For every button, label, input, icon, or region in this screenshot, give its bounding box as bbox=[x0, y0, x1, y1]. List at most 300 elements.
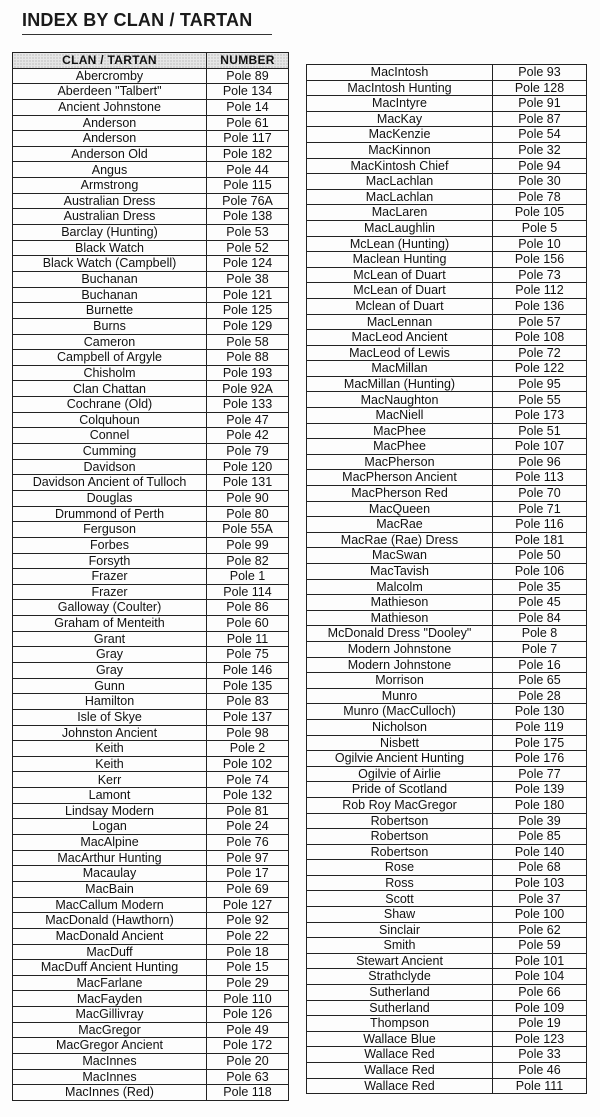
pole-number-cell: Pole 91 bbox=[493, 96, 587, 112]
table-row bbox=[13, 850, 289, 866]
pole-number-cell: Pole 111 bbox=[493, 1078, 587, 1094]
pole-number-cell: Pole 66 bbox=[493, 985, 587, 1001]
pole-number-cell: Pole 140 bbox=[493, 844, 587, 860]
table-row bbox=[307, 829, 587, 845]
table-row bbox=[307, 688, 587, 704]
table-row bbox=[13, 428, 289, 444]
table-row bbox=[13, 334, 289, 350]
table-row bbox=[13, 709, 289, 725]
pole-number-cell: Pole 86 bbox=[207, 600, 289, 616]
clan-tartan-cell: Cameron bbox=[13, 334, 207, 350]
clan-tartan-cell: Australian Dress bbox=[13, 209, 207, 225]
clan-tartan-cell: Burnette bbox=[13, 303, 207, 319]
pole-number-cell: Pole 51 bbox=[493, 423, 587, 439]
pole-number-cell: Pole 38 bbox=[207, 271, 289, 287]
table-row bbox=[13, 412, 289, 428]
clan-tartan-cell: MacSwan bbox=[307, 548, 493, 564]
table-row bbox=[13, 803, 289, 819]
table-row bbox=[307, 657, 587, 673]
pole-number-cell: Pole 87 bbox=[493, 111, 587, 127]
clan-tartan-cell: Chisholm bbox=[13, 365, 207, 381]
table-row bbox=[307, 236, 587, 252]
pole-number-cell: Pole 137 bbox=[207, 709, 289, 725]
clan-tartan-cell: Mclean of Duart bbox=[307, 298, 493, 314]
pole-number-cell: Pole 80 bbox=[207, 506, 289, 522]
clan-tartan-cell: Robertson bbox=[307, 813, 493, 829]
table-row bbox=[13, 975, 289, 991]
clan-tartan-cell: Rob Roy MacGregor bbox=[307, 797, 493, 813]
clan-tartan-cell: MacMillan bbox=[307, 361, 493, 377]
pole-number-cell: Pole 68 bbox=[493, 860, 587, 876]
table-row bbox=[307, 673, 587, 689]
clan-tartan-cell: MacGregor bbox=[13, 1022, 207, 1038]
clan-tartan-cell: Stewart Ancient bbox=[307, 953, 493, 969]
clan-tartan-cell: Frazer bbox=[13, 569, 207, 585]
pole-number-cell: Pole 20 bbox=[207, 1054, 289, 1070]
clan-tartan-cell: Anderson bbox=[13, 115, 207, 131]
pole-number-cell: Pole 105 bbox=[493, 205, 587, 221]
table-row bbox=[13, 350, 289, 366]
table-row bbox=[307, 704, 587, 720]
table-row bbox=[13, 162, 289, 178]
pole-number-cell: Pole 18 bbox=[207, 944, 289, 960]
clan-tartan-cell: Smith bbox=[307, 938, 493, 954]
table-row bbox=[307, 345, 587, 361]
clan-tartan-cell: Forbes bbox=[13, 537, 207, 553]
pole-number-cell: Pole 52 bbox=[207, 240, 289, 256]
index-table-left bbox=[12, 52, 289, 1101]
clan-tartan-cell: MacInnes bbox=[13, 1069, 207, 1085]
clan-tartan-cell: Lindsay Modern bbox=[13, 803, 207, 819]
pole-number-cell: Pole 16 bbox=[493, 657, 587, 673]
table-row bbox=[307, 486, 587, 502]
pole-number-cell: Pole 17 bbox=[207, 866, 289, 882]
pole-number-cell: Pole 121 bbox=[207, 287, 289, 303]
clan-tartan-cell: MacRae (Rae) Dress bbox=[307, 532, 493, 548]
clan-tartan-cell: Davidson bbox=[13, 459, 207, 475]
table-row bbox=[13, 271, 289, 287]
table-row bbox=[307, 174, 587, 190]
table-row bbox=[13, 318, 289, 334]
pole-number-cell: Pole 107 bbox=[493, 439, 587, 455]
table-row bbox=[307, 719, 587, 735]
pole-number-cell: Pole 88 bbox=[207, 350, 289, 366]
clan-tartan-cell: Cochrane (Old) bbox=[13, 397, 207, 413]
clan-tartan-cell: Anderson Old bbox=[13, 146, 207, 162]
pole-number-cell: Pole 173 bbox=[493, 408, 587, 424]
clan-tartan-cell: MacLaren bbox=[307, 205, 493, 221]
pole-number-cell: Pole 138 bbox=[207, 209, 289, 225]
clan-tartan-cell: MacLachlan bbox=[307, 189, 493, 205]
pole-number-cell: Pole 182 bbox=[207, 146, 289, 162]
table-row bbox=[13, 913, 289, 929]
pole-number-cell: Pole 22 bbox=[207, 928, 289, 944]
table-row bbox=[307, 96, 587, 112]
table-row bbox=[13, 678, 289, 694]
pole-number-cell: Pole 14 bbox=[207, 99, 289, 115]
pole-number-cell: Pole 28 bbox=[493, 688, 587, 704]
table-row bbox=[13, 772, 289, 788]
clan-tartan-cell: MacCallum Modern bbox=[13, 897, 207, 913]
table-row bbox=[307, 283, 587, 299]
pole-number-cell: Pole 122 bbox=[493, 361, 587, 377]
clan-tartan-cell: Colquhoun bbox=[13, 412, 207, 428]
pole-number-cell: Pole 175 bbox=[493, 735, 587, 751]
pole-number-cell: Pole 83 bbox=[207, 694, 289, 710]
table-row bbox=[307, 626, 587, 642]
table-row bbox=[13, 303, 289, 319]
pole-number-cell: Pole 77 bbox=[493, 766, 587, 782]
table-row bbox=[13, 1007, 289, 1023]
pole-number-cell: Pole 110 bbox=[207, 991, 289, 1007]
clan-tartan-cell: Ancient Johnstone bbox=[13, 99, 207, 115]
table-row bbox=[307, 127, 587, 143]
pole-number-cell: Pole 176 bbox=[493, 751, 587, 767]
table-row bbox=[307, 1031, 587, 1047]
clan-tartan-cell: Davidson Ancient of Tulloch bbox=[13, 475, 207, 491]
clan-tartan-cell: Graham of Menteith bbox=[13, 616, 207, 632]
pole-number-cell: Pole 90 bbox=[207, 490, 289, 506]
pole-number-cell: Pole 58 bbox=[207, 334, 289, 350]
table-row bbox=[307, 517, 587, 533]
pole-number-cell: Pole 84 bbox=[493, 610, 587, 626]
pole-number-cell: Pole 106 bbox=[493, 564, 587, 580]
clan-tartan-cell: Ogilvie of Airlie bbox=[307, 766, 493, 782]
pole-number-cell: Pole 114 bbox=[207, 584, 289, 600]
clan-tartan-cell: Cumming bbox=[13, 444, 207, 460]
pole-number-cell: Pole 8 bbox=[493, 626, 587, 642]
pole-number-cell: Pole 73 bbox=[493, 267, 587, 283]
clan-tartan-cell: Connel bbox=[13, 428, 207, 444]
clan-tartan-cell: Isle of Skye bbox=[13, 709, 207, 725]
clan-tartan-cell: MacMillan (Hunting) bbox=[307, 376, 493, 392]
clan-tartan-cell: Wallace Red bbox=[307, 1063, 493, 1079]
clan-tartan-cell: Anderson bbox=[13, 131, 207, 147]
table-row bbox=[13, 741, 289, 757]
table-row bbox=[307, 314, 587, 330]
table-row bbox=[307, 1000, 587, 1016]
pole-number-cell: Pole 104 bbox=[493, 969, 587, 985]
table-row bbox=[307, 860, 587, 876]
clan-tartan-cell: Morrison bbox=[307, 673, 493, 689]
index-table-right bbox=[306, 64, 587, 1094]
clan-tartan-cell: MacDonald Ancient bbox=[13, 928, 207, 944]
clan-tartan-cell: Strathclyde bbox=[307, 969, 493, 985]
clan-tartan-cell: Angus bbox=[13, 162, 207, 178]
pole-number-cell: Pole 46 bbox=[493, 1063, 587, 1079]
table-row bbox=[307, 423, 587, 439]
clan-tartan-cell: Shaw bbox=[307, 907, 493, 923]
table-row bbox=[307, 189, 587, 205]
pole-number-cell: Pole 127 bbox=[207, 897, 289, 913]
clan-tartan-cell: McDonald Dress "Dooley" bbox=[307, 626, 493, 642]
title-underline bbox=[22, 34, 272, 35]
pole-number-cell: Pole 112 bbox=[493, 283, 587, 299]
table-row bbox=[307, 376, 587, 392]
table-row bbox=[307, 111, 587, 127]
clan-tartan-cell: Maclean Hunting bbox=[307, 252, 493, 268]
table-row bbox=[307, 641, 587, 657]
table-row bbox=[13, 1038, 289, 1054]
pole-number-cell: Pole 55A bbox=[207, 522, 289, 538]
pole-number-cell: Pole 57 bbox=[493, 314, 587, 330]
pole-number-cell: Pole 146 bbox=[207, 662, 289, 678]
clan-tartan-cell: Aberdeen "Talbert" bbox=[13, 84, 207, 100]
clan-tartan-cell: MacAlpine bbox=[13, 835, 207, 851]
pole-number-cell: Pole 94 bbox=[493, 158, 587, 174]
clan-tartan-cell: Rose bbox=[307, 860, 493, 876]
table-row bbox=[13, 1022, 289, 1038]
pole-number-cell: Pole 99 bbox=[207, 537, 289, 553]
table-row bbox=[13, 444, 289, 460]
clan-tartan-cell: Wallace Red bbox=[307, 1047, 493, 1063]
clan-tartan-cell: Barclay (Hunting) bbox=[13, 225, 207, 241]
table-row bbox=[13, 991, 289, 1007]
pole-number-cell: Pole 93 bbox=[493, 65, 587, 81]
pole-number-cell: Pole 134 bbox=[207, 84, 289, 100]
pole-number-cell: Pole 30 bbox=[493, 174, 587, 190]
clan-tartan-cell: MacFarlane bbox=[13, 975, 207, 991]
table-row bbox=[307, 454, 587, 470]
table-row bbox=[13, 631, 289, 647]
pole-number-cell: Pole 103 bbox=[493, 875, 587, 891]
table-row bbox=[13, 99, 289, 115]
table-row bbox=[13, 475, 289, 491]
clan-tartan-cell: MacKinnon bbox=[307, 142, 493, 158]
pole-number-cell: Pole 136 bbox=[493, 298, 587, 314]
clan-tartan-cell: Gunn bbox=[13, 678, 207, 694]
pole-number-cell: Pole 63 bbox=[207, 1069, 289, 1085]
clan-tartan-cell: MacGregor Ancient bbox=[13, 1038, 207, 1054]
pole-number-cell: Pole 92A bbox=[207, 381, 289, 397]
table-row bbox=[307, 330, 587, 346]
pole-number-cell: Pole 5 bbox=[493, 220, 587, 236]
clan-tartan-cell: Wallace Blue bbox=[307, 1031, 493, 1047]
clan-tartan-cell: Grant bbox=[13, 631, 207, 647]
clan-tartan-cell: MacPhee bbox=[307, 423, 493, 439]
clan-tartan-cell: MacLachlan bbox=[307, 174, 493, 190]
clan-tartan-cell: MacLaughlin bbox=[307, 220, 493, 236]
clan-tartan-cell: Lamont bbox=[13, 788, 207, 804]
pole-number-cell: Pole 193 bbox=[207, 365, 289, 381]
clan-tartan-cell: Burns bbox=[13, 318, 207, 334]
pole-number-cell: Pole 76A bbox=[207, 193, 289, 209]
pole-number-cell: Pole 115 bbox=[207, 178, 289, 194]
pole-number-cell: Pole 61 bbox=[207, 115, 289, 131]
pole-number-cell: Pole 98 bbox=[207, 725, 289, 741]
clan-tartan-cell: MacLennan bbox=[307, 314, 493, 330]
table-row bbox=[13, 819, 289, 835]
table-row bbox=[307, 408, 587, 424]
table-row bbox=[307, 548, 587, 564]
clan-tartan-cell: MacKintosh Chief bbox=[307, 158, 493, 174]
clan-tartan-cell: Abercromby bbox=[13, 68, 207, 84]
clan-tartan-cell: Keith bbox=[13, 741, 207, 757]
pole-number-cell: Pole 95 bbox=[493, 376, 587, 392]
pole-number-cell: Pole 89 bbox=[207, 68, 289, 84]
pole-number-cell: Pole 92 bbox=[207, 913, 289, 929]
table-row bbox=[13, 866, 289, 882]
pole-number-cell: Pole 85 bbox=[493, 829, 587, 845]
table-row bbox=[307, 782, 587, 798]
table-row bbox=[307, 1078, 587, 1094]
pole-number-cell: Pole 96 bbox=[493, 454, 587, 470]
table-row bbox=[13, 725, 289, 741]
clan-tartan-cell: Malcolm bbox=[307, 579, 493, 595]
table-row bbox=[307, 751, 587, 767]
pole-number-cell: Pole 10 bbox=[493, 236, 587, 252]
table-row bbox=[13, 928, 289, 944]
pole-number-cell: Pole 1 bbox=[207, 569, 289, 585]
table-row bbox=[13, 225, 289, 241]
clan-tartan-cell: Robertson bbox=[307, 844, 493, 860]
pole-number-cell: Pole 37 bbox=[493, 891, 587, 907]
pole-number-cell: Pole 128 bbox=[493, 80, 587, 96]
table-row bbox=[13, 178, 289, 194]
pole-number-cell: Pole 55 bbox=[493, 392, 587, 408]
table-row bbox=[307, 470, 587, 486]
clan-tartan-cell: MacPherson Ancient bbox=[307, 470, 493, 486]
table-row bbox=[307, 985, 587, 1001]
clan-tartan-cell: Sutherland bbox=[307, 1000, 493, 1016]
clan-tartan-cell: Kerr bbox=[13, 772, 207, 788]
table-row bbox=[13, 146, 289, 162]
pole-number-cell: Pole 180 bbox=[493, 797, 587, 813]
pole-number-cell: Pole 100 bbox=[493, 907, 587, 923]
table-row bbox=[13, 694, 289, 710]
pole-number-cell: Pole 120 bbox=[207, 459, 289, 475]
clan-tartan-cell: MacRae bbox=[307, 517, 493, 533]
clan-tartan-cell: MacArthur Hunting bbox=[13, 850, 207, 866]
table-row bbox=[307, 65, 587, 81]
clan-tartan-cell: McLean of Duart bbox=[307, 283, 493, 299]
pole-number-cell: Pole 132 bbox=[207, 788, 289, 804]
pole-number-cell: Pole 54 bbox=[493, 127, 587, 143]
pole-number-cell: Pole 59 bbox=[493, 938, 587, 954]
clan-tartan-cell: MacDuff Ancient Hunting bbox=[13, 960, 207, 976]
pole-number-cell: Pole 181 bbox=[493, 532, 587, 548]
pole-number-cell: Pole 2 bbox=[207, 741, 289, 757]
pole-number-cell: Pole 135 bbox=[207, 678, 289, 694]
pole-number-cell: Pole 108 bbox=[493, 330, 587, 346]
table-row bbox=[13, 662, 289, 678]
clan-tartan-cell: Armstrong bbox=[13, 178, 207, 194]
pole-number-cell: Pole 78 bbox=[493, 189, 587, 205]
page-title: INDEX BY CLAN / TARTAN bbox=[22, 10, 253, 30]
clan-tartan-cell: MacPherson bbox=[307, 454, 493, 470]
table-row bbox=[13, 115, 289, 131]
left-table-body bbox=[13, 68, 289, 1100]
table-row bbox=[13, 1054, 289, 1070]
pole-number-cell: Pole 119 bbox=[493, 719, 587, 735]
pole-number-cell: Pole 62 bbox=[493, 922, 587, 938]
clan-tartan-cell: Ferguson bbox=[13, 522, 207, 538]
clan-tartan-cell: Logan bbox=[13, 819, 207, 835]
pole-number-cell: Pole 7 bbox=[493, 641, 587, 657]
table-row bbox=[13, 944, 289, 960]
clan-tartan-cell: Frazer bbox=[13, 584, 207, 600]
table-row bbox=[13, 756, 289, 772]
clan-tartan-cell: MacKenzie bbox=[307, 127, 493, 143]
table-row bbox=[307, 1063, 587, 1079]
pole-number-cell: Pole 35 bbox=[493, 579, 587, 595]
pole-number-cell: Pole 97 bbox=[207, 850, 289, 866]
clan-tartan-cell: MacQueen bbox=[307, 501, 493, 517]
clan-tartan-cell: MacKay bbox=[307, 111, 493, 127]
table-row bbox=[13, 835, 289, 851]
table-row bbox=[307, 735, 587, 751]
table-row bbox=[307, 610, 587, 626]
pole-number-cell: Pole 69 bbox=[207, 881, 289, 897]
table-row bbox=[13, 381, 289, 397]
table-row bbox=[13, 897, 289, 913]
table-row bbox=[307, 267, 587, 283]
clan-tartan-cell: Pride of Scotland bbox=[307, 782, 493, 798]
right-table-body bbox=[307, 65, 587, 1094]
pole-number-cell: Pole 102 bbox=[207, 756, 289, 772]
pole-number-cell: Pole 15 bbox=[207, 960, 289, 976]
table-row bbox=[307, 252, 587, 268]
pole-number-cell: Pole 75 bbox=[207, 647, 289, 663]
table-row bbox=[307, 205, 587, 221]
pole-number-cell: Pole 33 bbox=[493, 1047, 587, 1063]
pole-number-cell: Pole 101 bbox=[493, 953, 587, 969]
table-row bbox=[13, 960, 289, 976]
clan-tartan-cell: Gray bbox=[13, 647, 207, 663]
clan-tartan-cell: Wallace Red bbox=[307, 1078, 493, 1094]
clan-tartan-cell: Nicholson bbox=[307, 719, 493, 735]
table-row bbox=[307, 392, 587, 408]
table-row bbox=[13, 522, 289, 538]
table-row bbox=[13, 647, 289, 663]
table-row bbox=[307, 875, 587, 891]
table-row bbox=[307, 564, 587, 580]
clan-tartan-cell: Mathieson bbox=[307, 595, 493, 611]
clan-tartan-cell: Forsyth bbox=[13, 553, 207, 569]
table-row bbox=[13, 490, 289, 506]
clan-tartan-cell: Nisbett bbox=[307, 735, 493, 751]
clan-tartan-cell: MacFayden bbox=[13, 991, 207, 1007]
pole-number-cell: Pole 124 bbox=[207, 256, 289, 272]
pole-number-cell: Pole 116 bbox=[493, 517, 587, 533]
table-row bbox=[307, 595, 587, 611]
clan-tartan-cell: Modern Johnstone bbox=[307, 657, 493, 673]
pole-number-cell: Pole 133 bbox=[207, 397, 289, 413]
table-row bbox=[307, 439, 587, 455]
table-row bbox=[13, 569, 289, 585]
pole-number-cell: Pole 45 bbox=[493, 595, 587, 611]
clan-tartan-cell: MacLeod of Lewis bbox=[307, 345, 493, 361]
table-row bbox=[13, 1085, 289, 1101]
pole-number-cell: Pole 49 bbox=[207, 1022, 289, 1038]
table-row bbox=[13, 209, 289, 225]
table-row bbox=[13, 553, 289, 569]
table-row bbox=[307, 938, 587, 954]
pole-number-cell: Pole 118 bbox=[207, 1085, 289, 1101]
clan-tartan-cell: Ross bbox=[307, 875, 493, 891]
table-row bbox=[307, 80, 587, 96]
table-row bbox=[307, 766, 587, 782]
pole-number-cell: Pole 42 bbox=[207, 428, 289, 444]
table-row bbox=[307, 813, 587, 829]
table-row bbox=[307, 1016, 587, 1032]
clan-tartan-cell: Robertson bbox=[307, 829, 493, 845]
clan-tartan-cell: MacIntosh bbox=[307, 65, 493, 81]
table-row bbox=[13, 1069, 289, 1085]
clan-tartan-cell: MacLeod Ancient bbox=[307, 330, 493, 346]
pole-number-cell: Pole 19 bbox=[493, 1016, 587, 1032]
pole-number-cell: Pole 82 bbox=[207, 553, 289, 569]
